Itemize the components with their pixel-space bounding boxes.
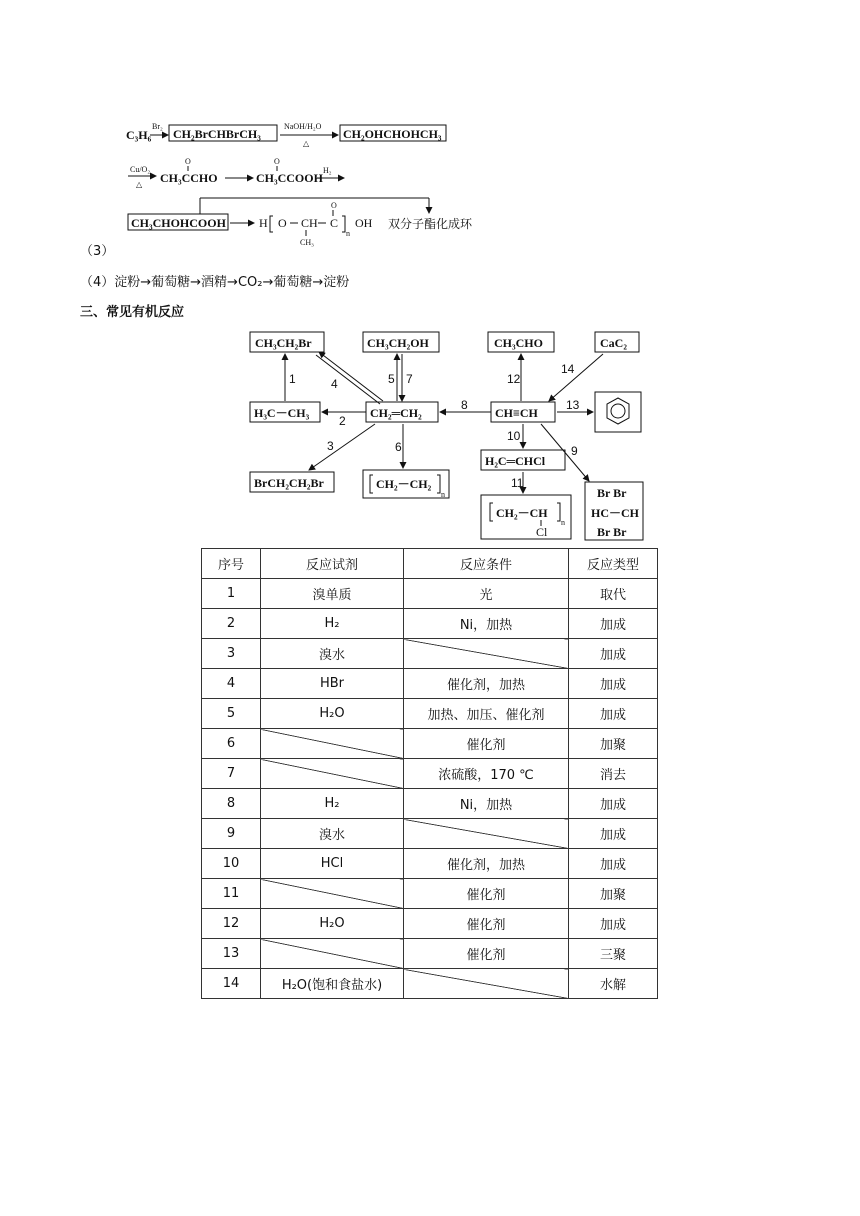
svg-text:13: 13 <box>566 398 580 412</box>
c3h6: C₃H₆ <box>126 128 152 142</box>
table-row <box>202 819 658 849</box>
reaction-diagram <box>245 325 655 545</box>
svg-text:O: O <box>274 157 280 166</box>
empty-slashed-cell <box>404 969 569 999</box>
svg-text:CH: CH <box>301 216 318 230</box>
item-4-text: （4）淀粉→葡萄糖→酒精→CO₂→葡萄糖→淀粉 <box>80 275 350 290</box>
table-cell: 12 <box>202 909 261 939</box>
table-cell: HBr <box>261 669 404 699</box>
table-row <box>202 909 658 939</box>
svg-text:O: O <box>278 216 287 230</box>
table-cell: 加成 <box>569 909 658 939</box>
svg-text:O: O <box>185 157 191 166</box>
ethane: H₃C－CH₃ <box>254 406 310 420</box>
table-cell: 9 <box>202 819 261 849</box>
ethanol: CH₃CH₂OH <box>367 336 429 350</box>
table-cell: 11 <box>202 879 261 909</box>
svg-text:2: 2 <box>339 414 346 428</box>
table-cell: 加成 <box>569 849 658 879</box>
ketoaldehyde: CH₃CCHO <box>160 171 218 185</box>
item-3-label: （3） <box>80 244 115 259</box>
table-cell: 加成 <box>569 669 658 699</box>
table-cell: 加成 <box>569 609 658 639</box>
table-cell: 10 <box>202 849 261 879</box>
table-header-cell: 反应试剂 <box>261 549 404 579</box>
synthesis-scheme <box>120 112 490 252</box>
vinyl-chloride: H₂C═CHCl <box>485 454 546 468</box>
table-cell: 浓硫酸，170 ℃ <box>404 759 569 789</box>
empty-slashed-cell <box>261 759 404 789</box>
table-cell: 光 <box>404 579 569 609</box>
svg-text:O: O <box>331 201 337 210</box>
table-row <box>202 759 658 789</box>
svg-text:Cl: Cl <box>536 525 548 539</box>
ring-ester-note: 双分子酯化成环 <box>388 217 473 231</box>
table-cell: 催化剂，加热 <box>404 669 569 699</box>
polyethylene: CH₂－CH₂ <box>376 477 432 491</box>
table-cell: 3 <box>202 639 261 669</box>
table-cell: 7 <box>202 759 261 789</box>
table-cell: 8 <box>202 789 261 819</box>
table-cell: 加热、加压、催化剂 <box>404 699 569 729</box>
calcium-carbide: CaC₂ <box>600 336 627 350</box>
svg-text:n: n <box>561 518 565 527</box>
table-header-cell: 反应条件 <box>404 549 569 579</box>
table-cell: 加成 <box>569 789 658 819</box>
ketoacid: CH₃CCOOH <box>256 171 323 185</box>
svg-text:Br₂: Br₂ <box>152 122 163 131</box>
table-row <box>202 879 658 909</box>
table-row <box>202 609 658 639</box>
table-cell: 5 <box>202 699 261 729</box>
svg-text:H₂: H₂ <box>323 166 332 175</box>
svg-text:7: 7 <box>406 372 413 386</box>
svg-text:14: 14 <box>561 362 575 376</box>
table-cell: 催化剂 <box>404 879 569 909</box>
empty-slashed-cell <box>261 939 404 969</box>
svg-text:CH₃: CH₃ <box>300 238 314 247</box>
svg-text:1: 1 <box>289 372 296 386</box>
table-cell: 催化剂 <box>404 939 569 969</box>
table-row <box>202 729 658 759</box>
table-row <box>202 789 658 819</box>
table-cell: 催化剂 <box>404 909 569 939</box>
table-cell: 14 <box>202 969 261 999</box>
table-row <box>202 639 658 669</box>
table-cell: 6 <box>202 729 261 759</box>
svg-text:Cu/O₂: Cu/O₂ <box>130 165 151 174</box>
table-cell: 消去 <box>569 759 658 789</box>
table-row <box>202 579 658 609</box>
table-row <box>202 849 658 879</box>
empty-slashed-cell <box>404 819 569 849</box>
table-cell: Ni，加热 <box>404 789 569 819</box>
benzene-icon <box>607 398 629 424</box>
acetaldehyde: CH₃CHO <box>494 336 543 350</box>
svg-text:6: 6 <box>395 440 402 454</box>
table-row <box>202 699 658 729</box>
table-cell: 溴单质 <box>261 579 404 609</box>
svg-text:OH: OH <box>355 216 373 230</box>
svg-text:NaOH/H₂O: NaOH/H₂O <box>284 122 322 131</box>
svg-text:△: △ <box>136 180 143 189</box>
table-cell: 溴水 <box>261 819 404 849</box>
lactic-acid: CH₃CHOHCOOH <box>131 216 226 230</box>
table-row <box>202 969 658 999</box>
table-cell: 加成 <box>569 819 658 849</box>
table-cell: 加成 <box>569 639 658 669</box>
empty-slashed-cell <box>261 729 404 759</box>
table-cell: 13 <box>202 939 261 969</box>
svg-text:n: n <box>346 229 350 238</box>
table-cell: H₂O <box>261 699 404 729</box>
ethyl-bromide: CH₃CH₂Br <box>255 336 312 350</box>
svg-text:10: 10 <box>507 429 521 443</box>
svg-text:12: 12 <box>507 372 521 386</box>
svg-text:H: H <box>259 216 268 230</box>
table-row <box>202 939 658 969</box>
table-cell: H₂O <box>261 909 404 939</box>
svg-text:C: C <box>330 216 339 230</box>
table-cell: 催化剂 <box>404 729 569 759</box>
table-cell: 加聚 <box>569 729 658 759</box>
table-header-cell: 序号 <box>202 549 261 579</box>
table-cell: HCl <box>261 849 404 879</box>
table-header-row <box>202 549 658 579</box>
svg-text:3: 3 <box>327 439 334 453</box>
dibromoethane: BrCH₂CH₂Br <box>254 476 324 490</box>
table-cell: 1 <box>202 579 261 609</box>
tetrabromoethane: Br Br <box>597 486 627 500</box>
table-cell: 4 <box>202 669 261 699</box>
diol: CH₂OHCHOHCH₃ <box>343 127 442 141</box>
table-cell: H₂O(饱和食盐水) <box>261 969 404 999</box>
svg-text:8: 8 <box>461 398 468 412</box>
section-title: 三、常见有机反应 <box>80 305 185 320</box>
table-cell: 2 <box>202 609 261 639</box>
svg-text:4: 4 <box>331 377 338 391</box>
table-cell: 三聚 <box>569 939 658 969</box>
svg-text:Br Br: Br Br <box>597 525 627 539</box>
table-cell: 加成 <box>569 699 658 729</box>
svg-text:HC－CH: HC－CH <box>591 506 640 520</box>
empty-slashed-cell <box>261 879 404 909</box>
table-cell: 溴水 <box>261 639 404 669</box>
table-cell: 取代 <box>569 579 658 609</box>
svg-text:9: 9 <box>571 444 578 458</box>
table-cell: 加聚 <box>569 879 658 909</box>
table-header-cell: 反应类型 <box>569 549 658 579</box>
pvc: CH₂－CH <box>496 506 548 520</box>
table-cell: 水解 <box>569 969 658 999</box>
table-cell: H₂ <box>261 789 404 819</box>
table-cell: H₂ <box>261 609 404 639</box>
svg-text:△: △ <box>303 139 310 148</box>
acetylene: CH≡CH <box>495 406 538 420</box>
svg-text:11: 11 <box>511 476 524 490</box>
table-cell: Ni，加热 <box>404 609 569 639</box>
empty-slashed-cell <box>404 639 569 669</box>
ethylene: CH₂═CH₂ <box>370 406 422 420</box>
svg-text:5: 5 <box>388 372 395 386</box>
svg-text:n: n <box>441 490 445 499</box>
table-row <box>202 669 658 699</box>
dibromide: CH₂BrCHBrCH₃ <box>173 127 261 141</box>
reaction-table <box>201 548 658 999</box>
table-cell: 催化剂，加热 <box>404 849 569 879</box>
